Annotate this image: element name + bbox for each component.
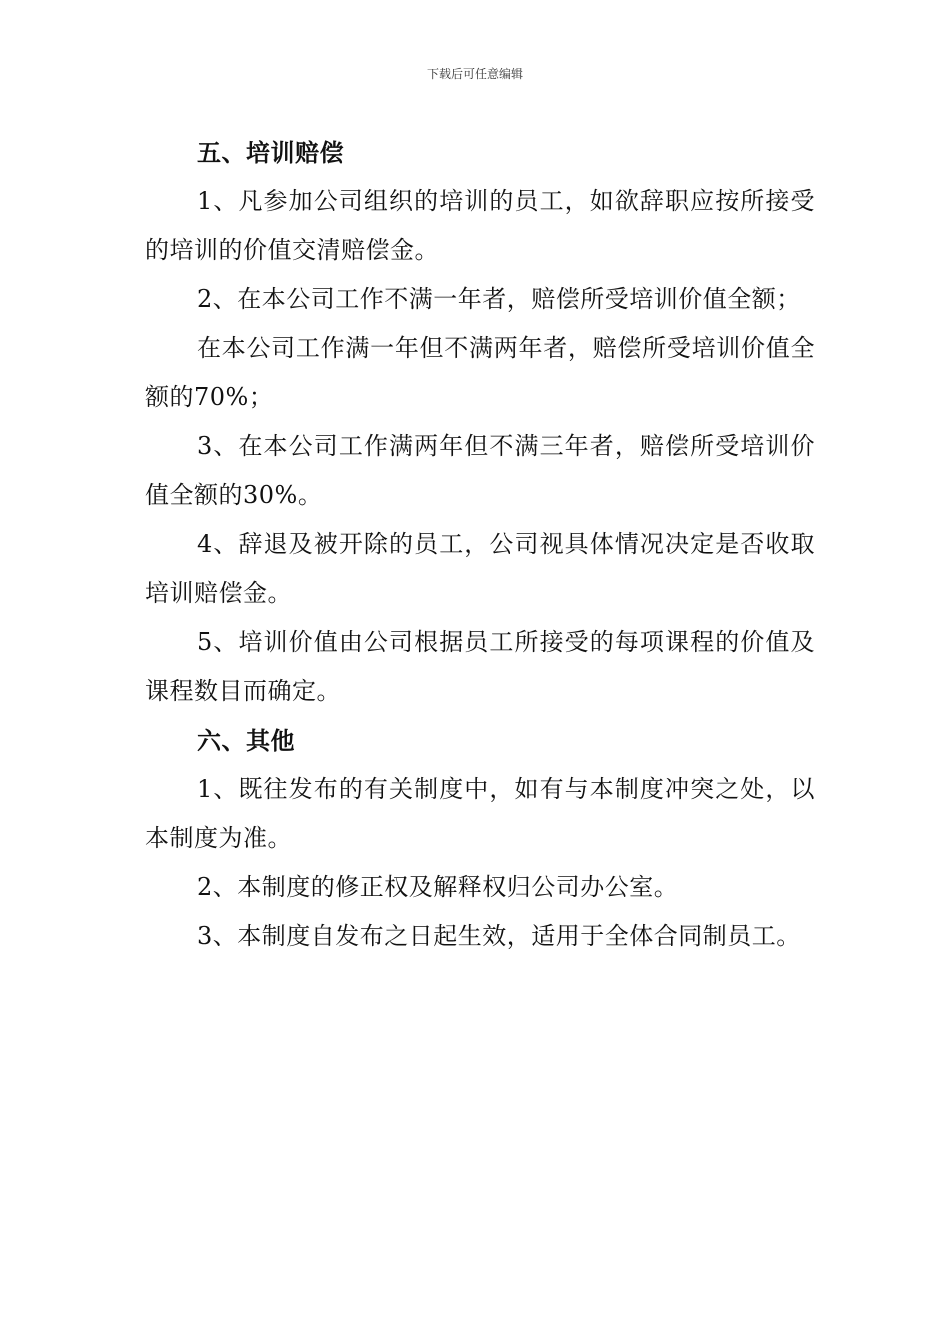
paragraph: 1、既往发布的有关制度中，如有与本制度冲突之处，以本制度为准。 xyxy=(145,775,815,852)
section-heading-training-compensation: 五、培训赔偿 xyxy=(197,138,344,167)
document-body xyxy=(145,128,815,961)
paragraph: 3、本制度自发布之日起生效，适用于全体合同制员工。 xyxy=(197,922,801,950)
paragraph: 2、本制度的修正权及解释权归公司办公室。 xyxy=(197,873,679,901)
paragraph: 4、辞退及被开除的员工，公司视具体情况决定是否收取培训赔偿金。 xyxy=(145,530,815,607)
page-header: 下载后可任意编辑 xyxy=(426,67,523,81)
paragraph: 3、在本公司工作满两年但不满三年者，赔偿所受培训价值全额的30%。 xyxy=(145,432,815,509)
paragraph: 在本公司工作满一年但不满两年者，赔偿所受培训价值全额的70%； xyxy=(145,334,815,411)
paragraph: 5、培训价值由公司根据员工所接受的每项课程的价值及课程数目而确定。 xyxy=(145,628,815,705)
paragraph: 2、在本公司工作不满一年者，赔偿所受培训价值全额； xyxy=(197,285,801,313)
section-heading-other: 六、其他 xyxy=(197,726,295,755)
paragraph: 1、凡参加公司组织的培训的员工，如欲辞职应按所接受的培训的价值交清赔偿金。 xyxy=(145,187,815,264)
